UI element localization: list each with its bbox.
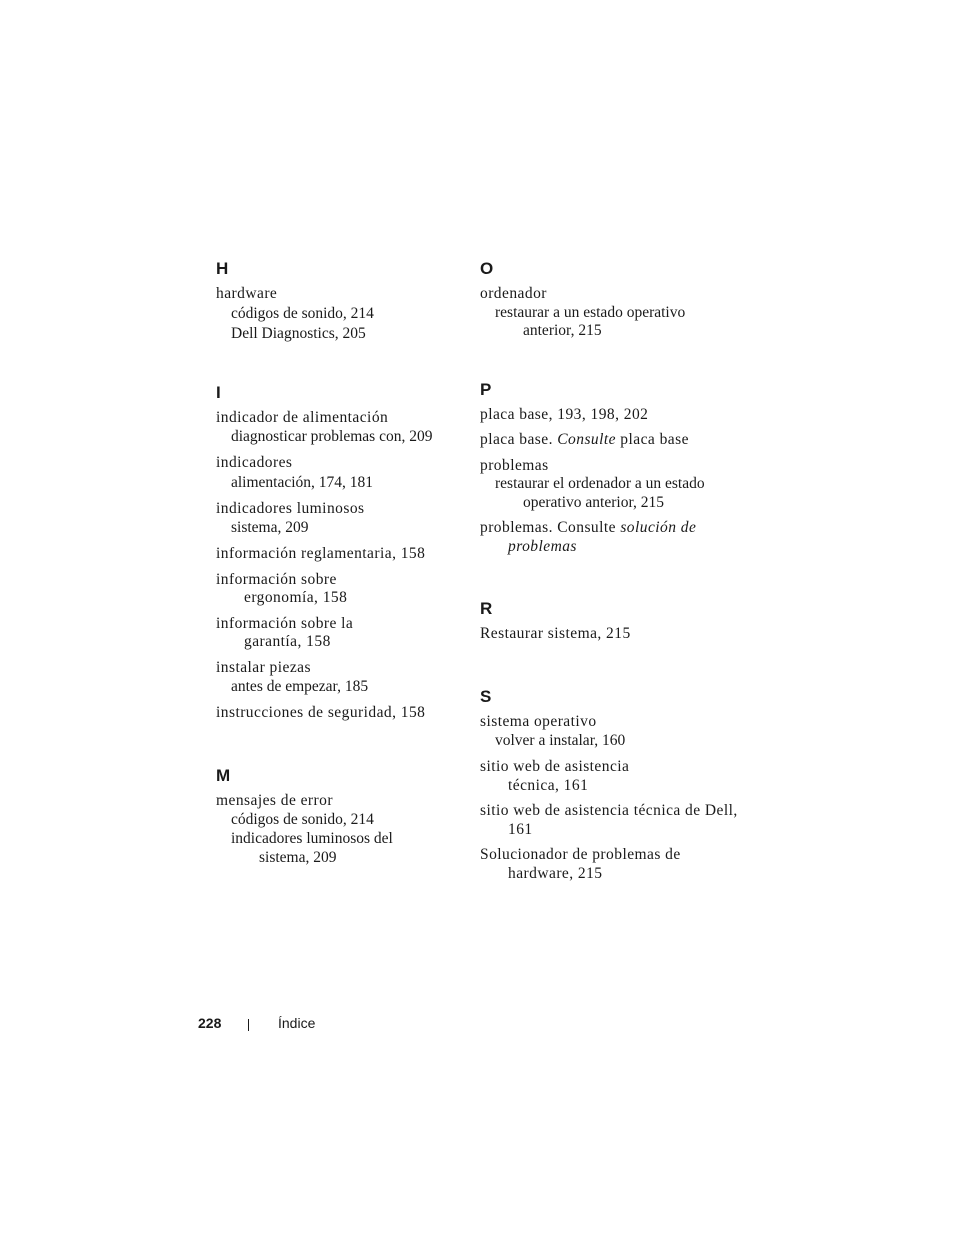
- section-letter: P: [480, 379, 492, 399]
- entry-term: indicador de alimentación: [216, 408, 389, 426]
- entry-term: información sobre ergonomía, 158: [216, 570, 348, 606]
- section-letter: O: [480, 259, 494, 278]
- entry-term: hardware: [216, 285, 278, 302]
- index-column-right: [480, 258, 738, 890]
- entry-term: Solucionador de problemas de hardware, 215: [480, 846, 681, 882]
- section-letter: R: [480, 599, 493, 618]
- see-reference-target: solución de problemas: [508, 519, 697, 555]
- index-entry: [480, 846, 720, 883]
- entry-subterm: códigos de sonido, 214: [231, 304, 374, 322]
- entry-subterm: alimentación, 174, 181: [231, 473, 374, 491]
- entry-subterm: restaurar a un estado operativo anterior, 215: [495, 303, 686, 339]
- entry-subterm: diagnosticar problemas con, 209: [231, 428, 433, 445]
- entry-term: información sobre la garantía, 158: [216, 614, 354, 650]
- index-entry: [480, 519, 720, 556]
- entry-term: Restaurar sistema, 215: [480, 625, 631, 642]
- entry-term: indicadores: [216, 454, 293, 471]
- index-section-r: [480, 598, 720, 644]
- section-letter: H: [216, 259, 229, 278]
- entry-term: sitio web de asistencia técnica, 161: [480, 758, 630, 794]
- section-letter: M: [216, 765, 231, 785]
- footer-section-title: Índice: [278, 1015, 316, 1031]
- entry-subterm: volver a instalar, 160: [495, 732, 626, 749]
- entry-term: placa base, 193, 198, 202: [480, 405, 649, 423]
- index-entry: [216, 659, 452, 698]
- index-entry: [216, 571, 452, 608]
- entry-subterm: sistema, 209: [231, 519, 309, 536]
- entry-term-cross-reference: [480, 431, 720, 450]
- entry-term: mensajes de error: [216, 791, 333, 809]
- see-reference-label: Consulte: [557, 431, 616, 448]
- section-letter: I: [216, 382, 221, 402]
- index-entry: [216, 285, 452, 344]
- entry-term-text: problemas. Consulte: [480, 519, 621, 536]
- index-entry: [216, 615, 452, 652]
- index-entry: [216, 704, 452, 723]
- index-section-p: [480, 379, 720, 557]
- index-entry: [480, 713, 720, 752]
- entry-term: ordenador: [480, 285, 547, 302]
- entry-term-text: placa base: [615, 431, 689, 448]
- entry-term-text: placa base.: [480, 431, 558, 448]
- entry-term: indicadores luminosos: [216, 499, 365, 517]
- entry-subterm: antes de empezar, 185: [231, 678, 369, 695]
- entry-subterm: restaurar el ordenador a un estado operativo anterior, 215: [495, 475, 705, 511]
- index-entry: [480, 285, 720, 341]
- index-section-o: [480, 258, 720, 341]
- entry-term: instrucciones de seguridad, 158: [216, 704, 426, 721]
- index-entry: [480, 457, 720, 513]
- entry-subterm: indicadores luminosos del sistema, 209: [231, 830, 393, 866]
- footer-divider: [248, 1019, 249, 1031]
- index-entry: [216, 454, 452, 493]
- index-section-s: [480, 686, 738, 884]
- entry-subterm: Dell Diagnostics, 205: [231, 324, 366, 342]
- entry-term: instalar piezas: [216, 658, 311, 676]
- index-column-left: [216, 258, 452, 874]
- index-section-i: [216, 382, 452, 723]
- index-entry: [216, 500, 452, 539]
- entry-term: sistema operativo: [480, 712, 597, 730]
- index-entry: [216, 409, 452, 448]
- entry-term-cross-reference: [480, 519, 743, 556]
- index-entry: [216, 792, 452, 868]
- index-entry: [480, 406, 720, 425]
- index-entry: [216, 545, 452, 564]
- page-number: 228: [198, 1015, 222, 1031]
- index-entry: [480, 431, 720, 450]
- entry-term: sitio web de asistencia técnica de Dell, 161: [480, 802, 738, 838]
- index-entry: [480, 802, 738, 839]
- index-entry: [480, 758, 720, 795]
- index-section-m: [216, 765, 452, 868]
- index-entry: [480, 625, 720, 644]
- section-letter: S: [480, 686, 492, 706]
- index-section-h: [216, 258, 452, 344]
- entry-term: problemas: [480, 456, 549, 474]
- entry-subterm: códigos de sonido, 214: [231, 811, 374, 828]
- entry-term: información reglamentaria, 158: [216, 545, 426, 562]
